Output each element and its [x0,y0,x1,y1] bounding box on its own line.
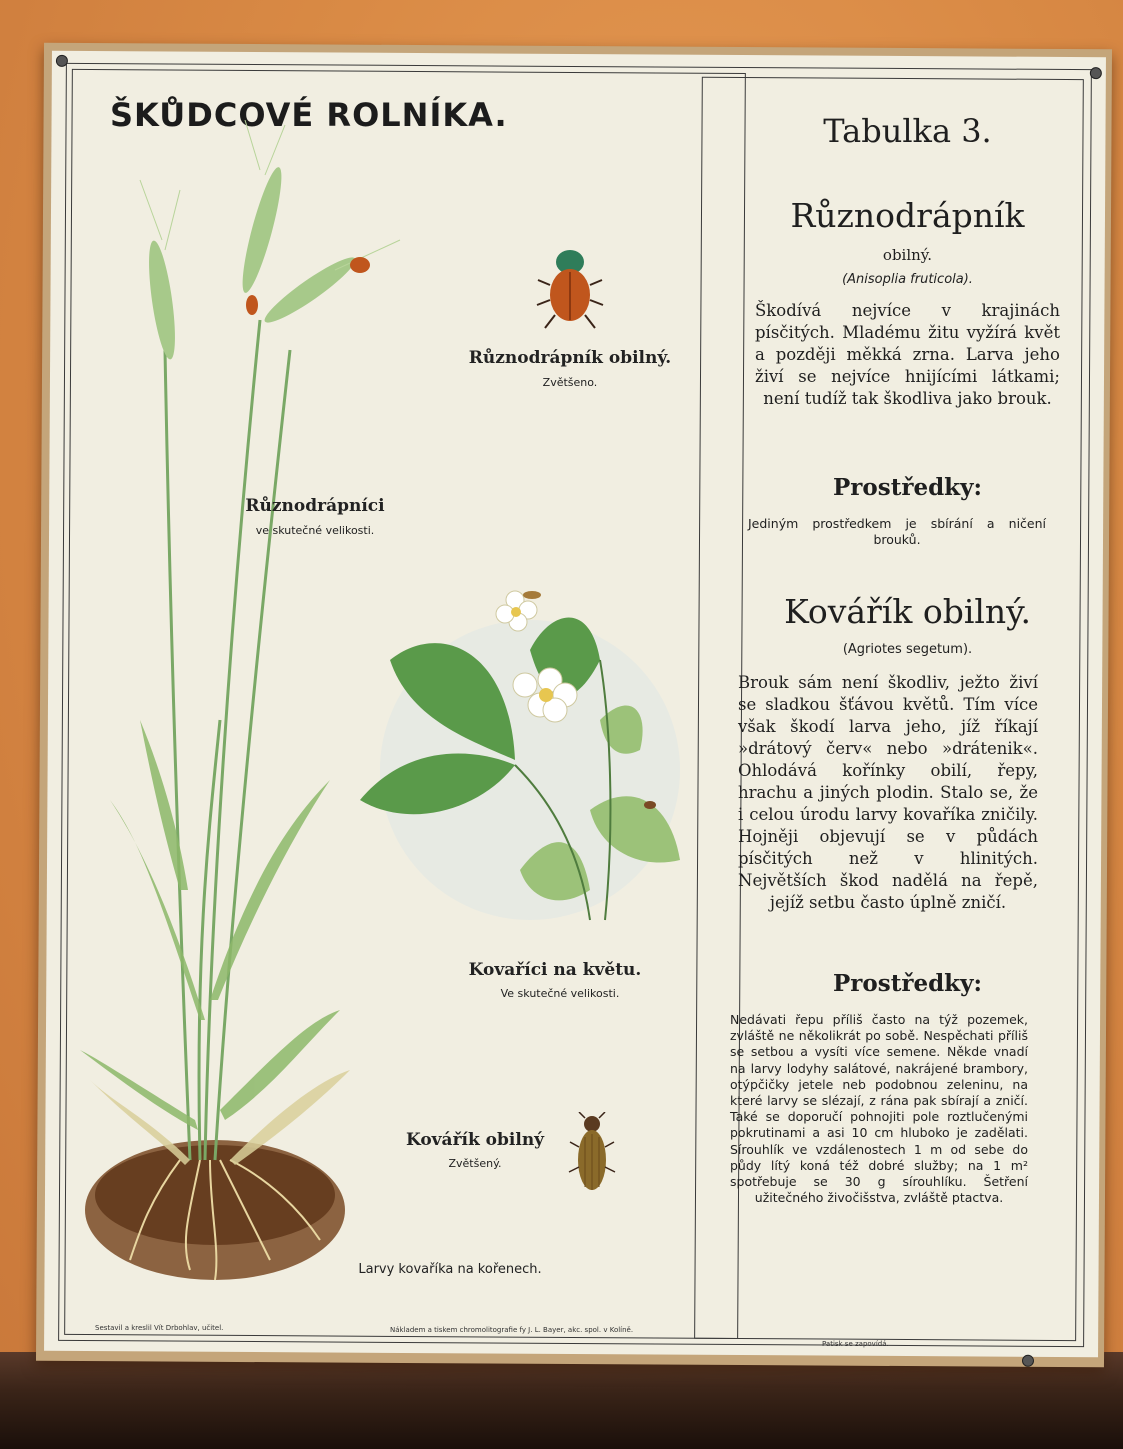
agriotes-beetle-enlarged [567,1112,617,1197]
poster-title: ŠKŮDCOVÉ ROLNÍKA. [110,96,508,134]
s2-remedies-heading: Prostředky: [833,970,982,997]
wheat-caption: Různodrápníci [245,496,385,516]
roots-caption: Larvy kovaříka na kořenech. [358,1262,542,1277]
table-label: Tabulka 3. [823,112,992,150]
footer-author: Sestavil a kreslil Vít Drbohlav, učitel. [95,1324,224,1332]
flower-subcaption: Ve skutečné velikosti. [500,987,620,1000]
s2-remedies-text: Nedávati řepu příliš často na týž pozemek, zvláště ne několikrát po sobě. Nespěchati příliš se setbou a vysíti více semene. Někde vnadí na larvy lodyhy salátové, nakrájené brambory, otýpčičky jetele neb podobnou zeleninu, na které larvy se slézají, z rána pak sbírají a zničí. Také se doporučí pohnojiti pole roztlučenými pokrutinami a asi 10 cm hluboko je zadělati. Sírouhlík ve vzdálenostech 1 m od sebe do půdy lítý koná též dobré služby; na 1 m² spotřebuje se 30 g sírouhlíku. Šetření užitečného živočišstva, zvláště ptactva. [730,1012,1028,1206]
anisoplia-beetle-enlarged [535,240,605,330]
s1-subheading: obilný. [882,246,933,264]
s1-remedies-heading: Prostředky: [833,474,982,501]
dark-shelf [0,1352,1123,1449]
strawberry-plant-illustration [350,570,710,950]
s2-description: Brouk sám není škodliv, ježto živí se sladkou šťávou květů. Tím více však škodí larva jeho, jíž říkají »drátový červ« nebo »drátenik«. Ohlodává kořínky obilí, řepy, hrachu a jiných plodin. Stalo se, že i celou úrodu larvy kovaříka zničily. Hojněji objevují se v půdách písčitých než v hlinitých. Největších škod nadělá na řepě, jejíž setbu často úplně zničí. [738,673,1038,912]
s1-remedies-text: Jediným prostředkem je sbírání a ničení brouků. [748,516,1046,547]
beetle1-subcaption: Zvětšeno. [542,376,598,389]
pin-top-left [56,55,68,67]
s2-heading: Kovářík obilný. [784,592,1031,631]
pin-bottom-right [1022,1355,1034,1367]
wheat-subcaption: ve skutečné velikosti. [255,524,375,537]
beetle2-subcaption: Zvětšený. [448,1157,502,1170]
footer-reprint: Patisk se zapovídá. [822,1340,889,1348]
s1-heading: Různodrápník [790,196,1025,235]
s1-description: Škodívá nejvíce v krajinách písčitých. Mladému žitu vyžírá květ a později měkká zrna. Larva jeho živí se nejvíce hnijícími látkami; není tudíž tak škodliva jako brouk. [755,301,1060,408]
beetle1-caption: Různodrápník obilný. [468,348,672,368]
flower-caption: Kovaříci na květu. [468,960,642,980]
s2-latin-name: (Agriotes segetum). [842,642,973,657]
footer-publisher: Nákladem a tiskem chromolitografie fy J. L. Bayer, akc. spol. v Kolíně. [390,1326,634,1334]
beetle2-caption: Kovářík obilný [405,1130,545,1150]
pin-top-right [1090,67,1102,79]
s1-latin-name: (Anisoplia fruticola). [842,272,973,287]
